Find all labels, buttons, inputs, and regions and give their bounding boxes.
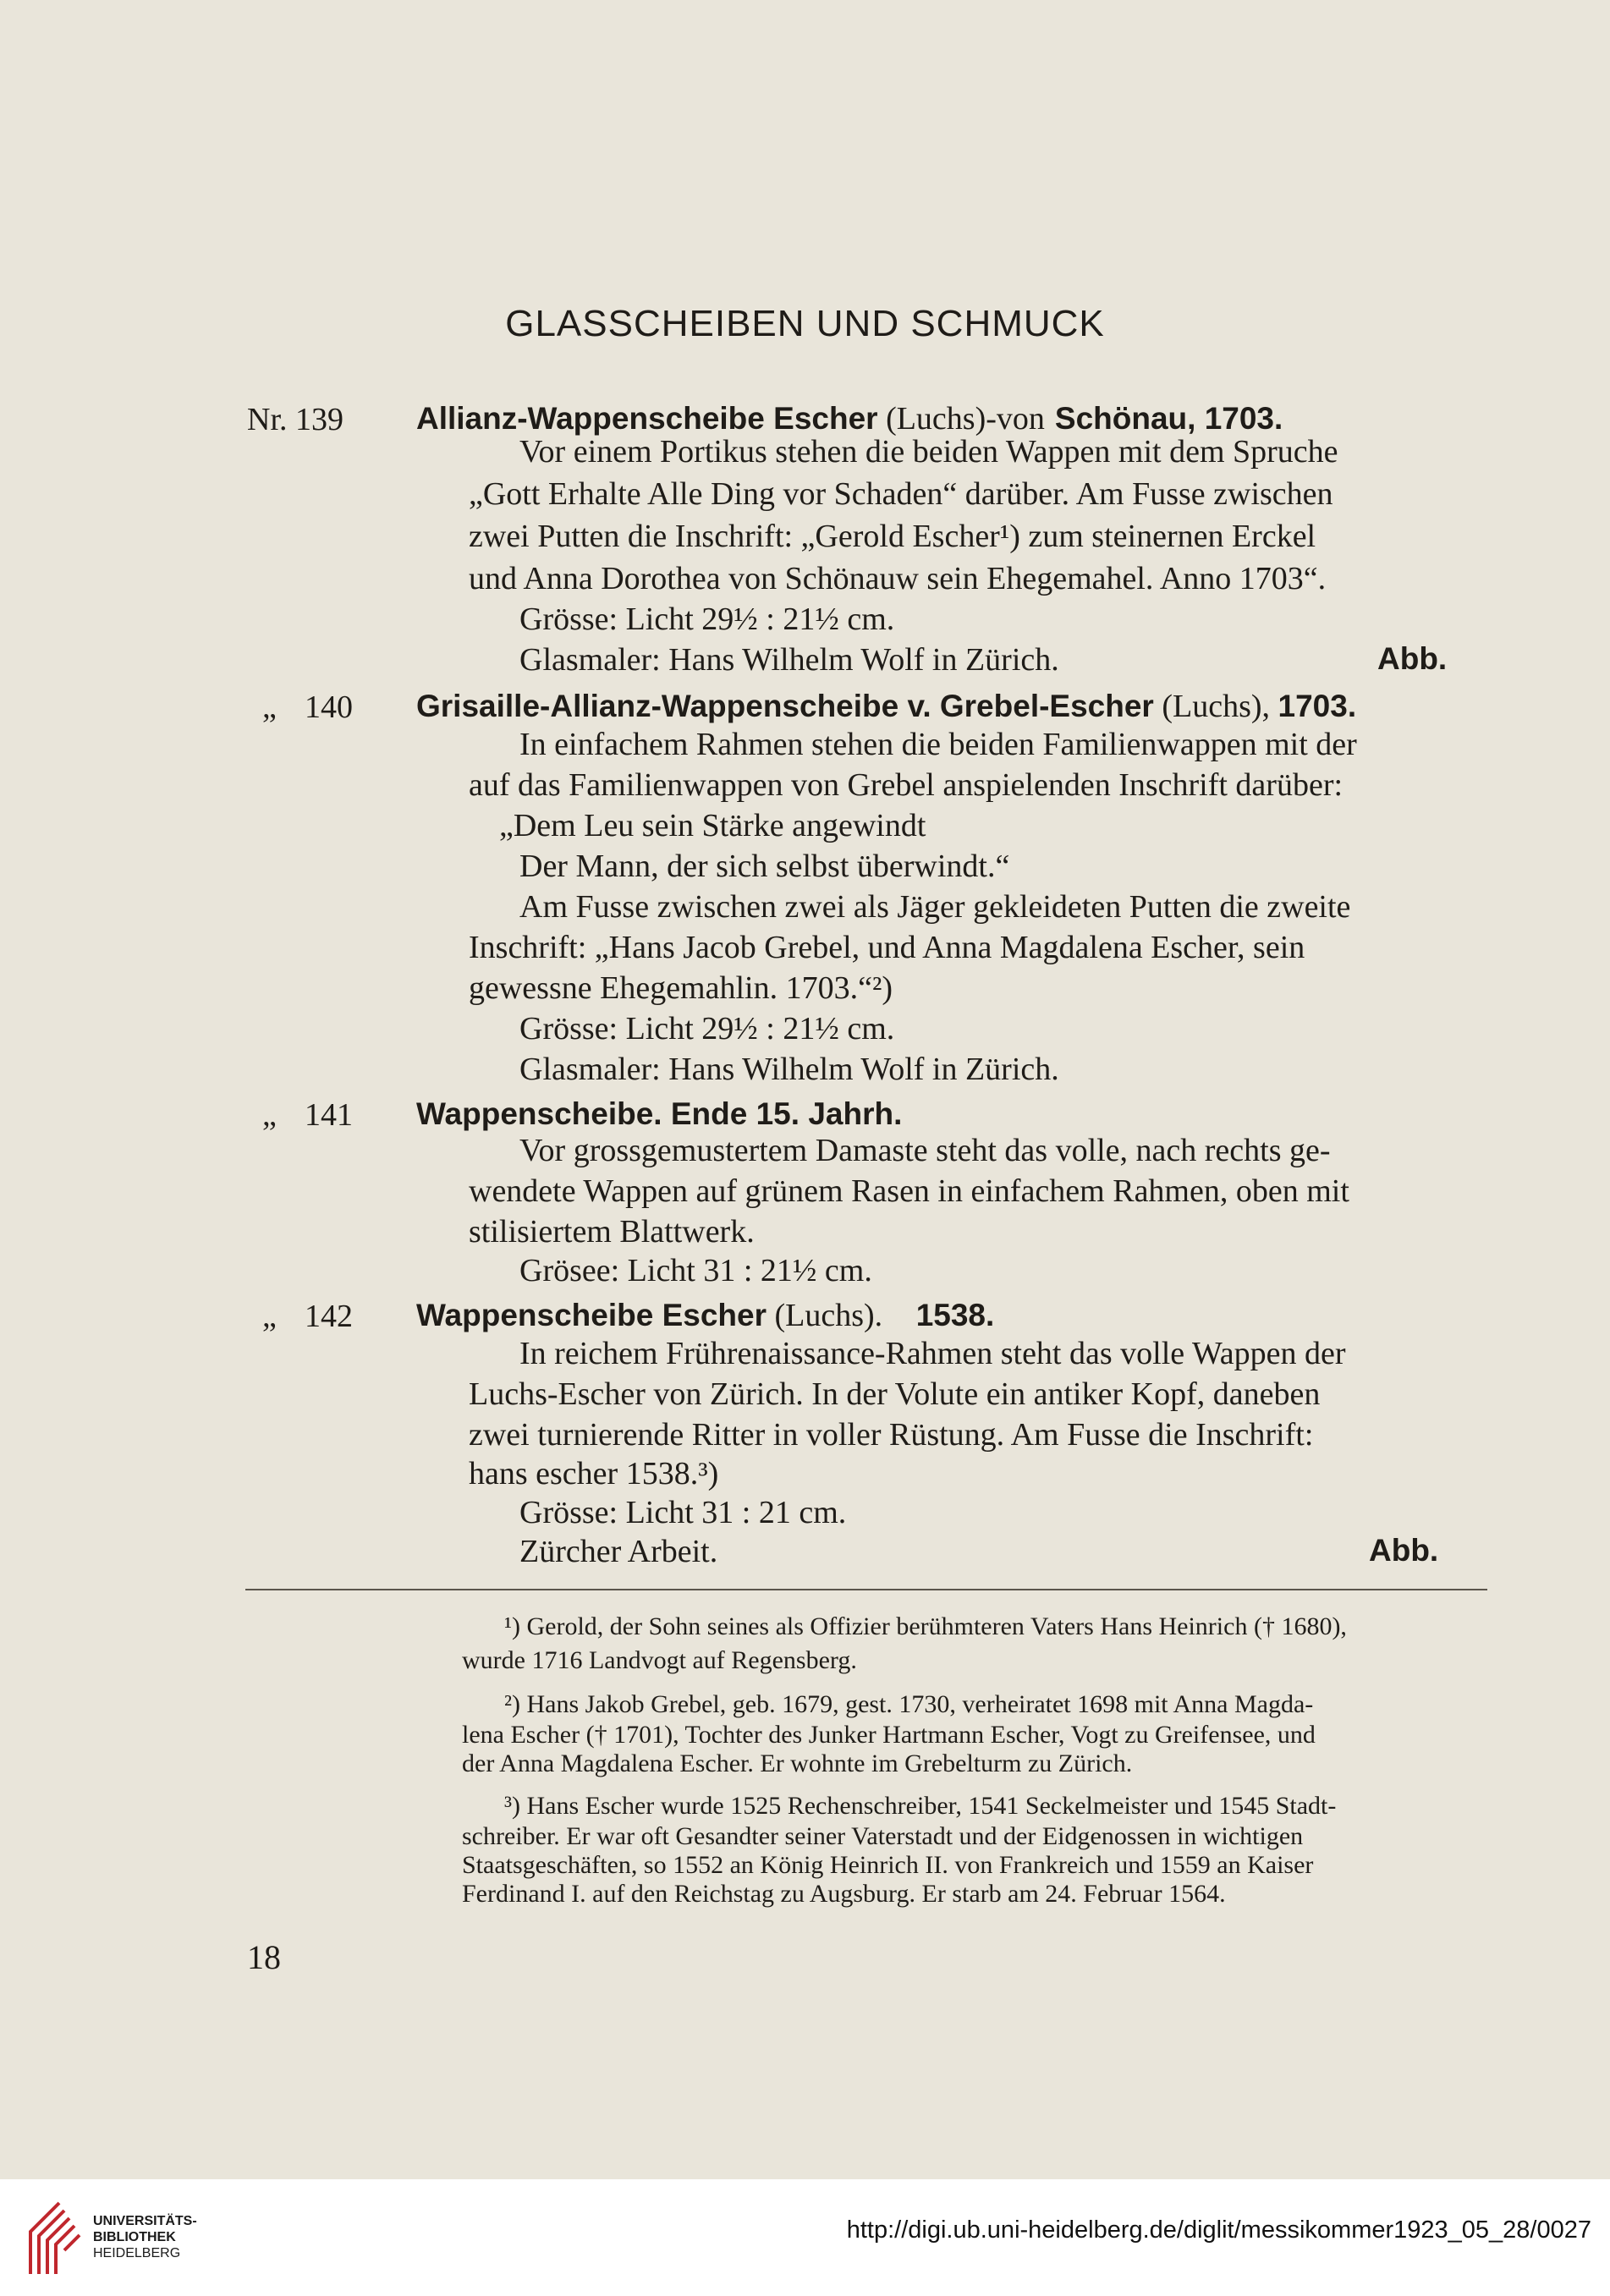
entry-141-line-3: stilisiertem Blattwerk. [469, 1214, 755, 1250]
footnote-3-line-1: ³) Hans Escher wurde 1525 Rechenschreiber, 1541 Seckelmeister und 1545 Stadt- [504, 1792, 1337, 1820]
entry-title-bold2: 1703. [1278, 689, 1357, 723]
entry-142-abb: Abb. [1369, 1533, 1439, 1568]
footnote-3-line-4: Ferdinand I. auf den Reichstag zu Augsburg. Er starb am 24. Februar 1564. [462, 1880, 1226, 1908]
entry-title-bold: Wappenscheibe. Ende 15. Jahrh. [416, 1096, 903, 1131]
entry-139-size: Grösse: Licht 29½ : 21½ cm. [519, 601, 895, 637]
footnote-divider [245, 1589, 1487, 1590]
page-heading: GLASSCHEIBEN UND SCHMUCK [505, 303, 1105, 344]
entry-number: „ 140 [262, 689, 353, 725]
entry-142-line-4: hans escher 1538.³) [469, 1456, 719, 1491]
entry-140-maker: Glasmaler: Hans Wilhelm Wolf in Zürich. [519, 1052, 1059, 1087]
ditto-mark: „ [262, 1097, 277, 1133]
entry-140-line-6: Inschrift: „Hans Jacob Grebel, und Anna Magdalena Escher, sein [469, 930, 1305, 965]
library-name: UNIVERSITÄTS- BIBLIOTHEK HEIDELBERG [93, 2214, 197, 2260]
entry-title-rest: (Luchs)-von [886, 401, 1045, 437]
entry-title [416, 1093, 1493, 1135]
entry-title-bold: Allianz-Wappenscheibe Escher [416, 401, 878, 436]
entry-title-bold: Wappenscheibe Escher [416, 1298, 767, 1332]
footnote-2-line-1: ²) Hans Jakob Grebel, geb. 1679, gest. 1730, verheiratet 1698 mit Anna Magda- [504, 1690, 1314, 1718]
entry-139-line-3: zwei Putten die Inschrift: „Gerold Escher¹) zum steinernen Erckel [469, 519, 1316, 554]
entry-title-bold: Grisaille-Allianz-Wappenscheibe v. Grebel-Escher [416, 689, 1154, 723]
entry-140-size: Grösse: Licht 29½ : 21½ cm. [519, 1011, 895, 1046]
source-url-link[interactable]: http://digi.ub.uni-heidelberg.de/diglit/messikommer1923_05_28/0027 [846, 2216, 1591, 2244]
entry-141-line-1: Vor grossgemustertem Damaste steht das volle, nach rechts ge- [519, 1133, 1331, 1168]
footnote-1-line-2: wurde 1716 Landvogt auf Regensberg. [462, 1646, 857, 1674]
footnote-3-line-3: Staatsgeschäften, so 1552 an König Heinrich II. von Frankreich und 1559 an Kaiser [462, 1851, 1314, 1879]
footnote-3-line-2: schreiber. Er war oft Gesandter seiner Vaterstadt und der Eidgenossen in wichtigen [462, 1822, 1304, 1850]
footnote-1-line-1: ¹) Gerold, der Sohn seines als Offizier berühmteren Vaters Hans Heinrich († 1680), [504, 1612, 1347, 1640]
entry-142-line-2: Luchs-Escher von Zürich. In der Volute ein antiker Kopf, daneben [469, 1376, 1321, 1412]
ditto-mark: „ [262, 689, 277, 725]
entry-140-line-2: auf das Familienwappen von Grebel anspielenden Inschrift darüber: [469, 767, 1343, 803]
ditto-mark: „ [262, 1299, 277, 1334]
footnote-2-line-3: der Anna Magdalena Escher. Er wohnte im Grebelturm zu Zürich. [462, 1749, 1133, 1777]
entry-number: Nr. 139 [247, 402, 343, 437]
entry-title [416, 685, 1493, 728]
page-number: 18 [247, 1938, 281, 1976]
ub-heidelberg-logo-icon [25, 2198, 86, 2278]
footnote-2-line-2: lena Escher († 1701), Tochter des Junker Hartmann Escher, Vogt zu Greifensee, und [462, 1721, 1316, 1749]
entry-140-line-3: „Dem Leu sein Stärke angewindt [499, 808, 926, 843]
entry-142-line-3: zwei turnierende Ritter in voller Rüstung. Am Fusse die Inschrift: [469, 1417, 1314, 1453]
entry-139-line-2: „Gott Erhalte Alle Ding vor Schaden“ darüber. Am Fusse zwischen [469, 476, 1333, 512]
entry-title-rest: (Luchs). [774, 1298, 883, 1333]
entry-142-size: Grösse: Licht 31 : 21 cm. [519, 1495, 847, 1530]
entry-139-maker: Glasmaler: Hans Wilhelm Wolf in Zürich. [519, 642, 1059, 678]
entry-142-line-1: In reichem Frührenaissance-Rahmen steht das volle Wappen der [519, 1336, 1346, 1371]
entry-142-maker: Zürcher Arbeit. [519, 1534, 718, 1569]
entry-139-line-1: Vor einem Portikus stehen die beiden Wappen mit dem Spruche [519, 434, 1338, 470]
entry-140-line-4: Der Mann, der sich selbst überwindt.“ [519, 849, 1010, 884]
entry-139-line-4: und Anna Dorothea von Schönauw sein Ehegemahel. Anno 1703“. [469, 561, 1327, 596]
entry-139-abb: Abb. [1377, 641, 1448, 676]
entry-141-size: Grösee: Licht 31 : 21½ cm. [519, 1253, 872, 1288]
entry-title-bold2: Schönau, 1703. [1054, 401, 1283, 436]
entry-title-rest: (Luchs), [1162, 689, 1271, 724]
entry-title [416, 1294, 1493, 1337]
entry-number: „ 142 [262, 1299, 353, 1334]
entry-141-line-2: wendete Wappen auf grünem Rasen in einfachem Rahmen, oben mit [469, 1173, 1349, 1209]
entry-140-line-5: Am Fusse zwischen zwei als Jäger gekleideten Putten die zweite [519, 889, 1351, 925]
viewer-footer [0, 2179, 1610, 2296]
entry-number: „ 141 [262, 1097, 353, 1133]
entry-title-bold2: 1538. [915, 1298, 995, 1332]
entry-140-line-1: In einfachem Rahmen stehen die beiden Familienwappen mit der [519, 727, 1357, 762]
entry-140-line-7: gewessne Ehegemahlin. 1703.“²) [469, 970, 893, 1006]
